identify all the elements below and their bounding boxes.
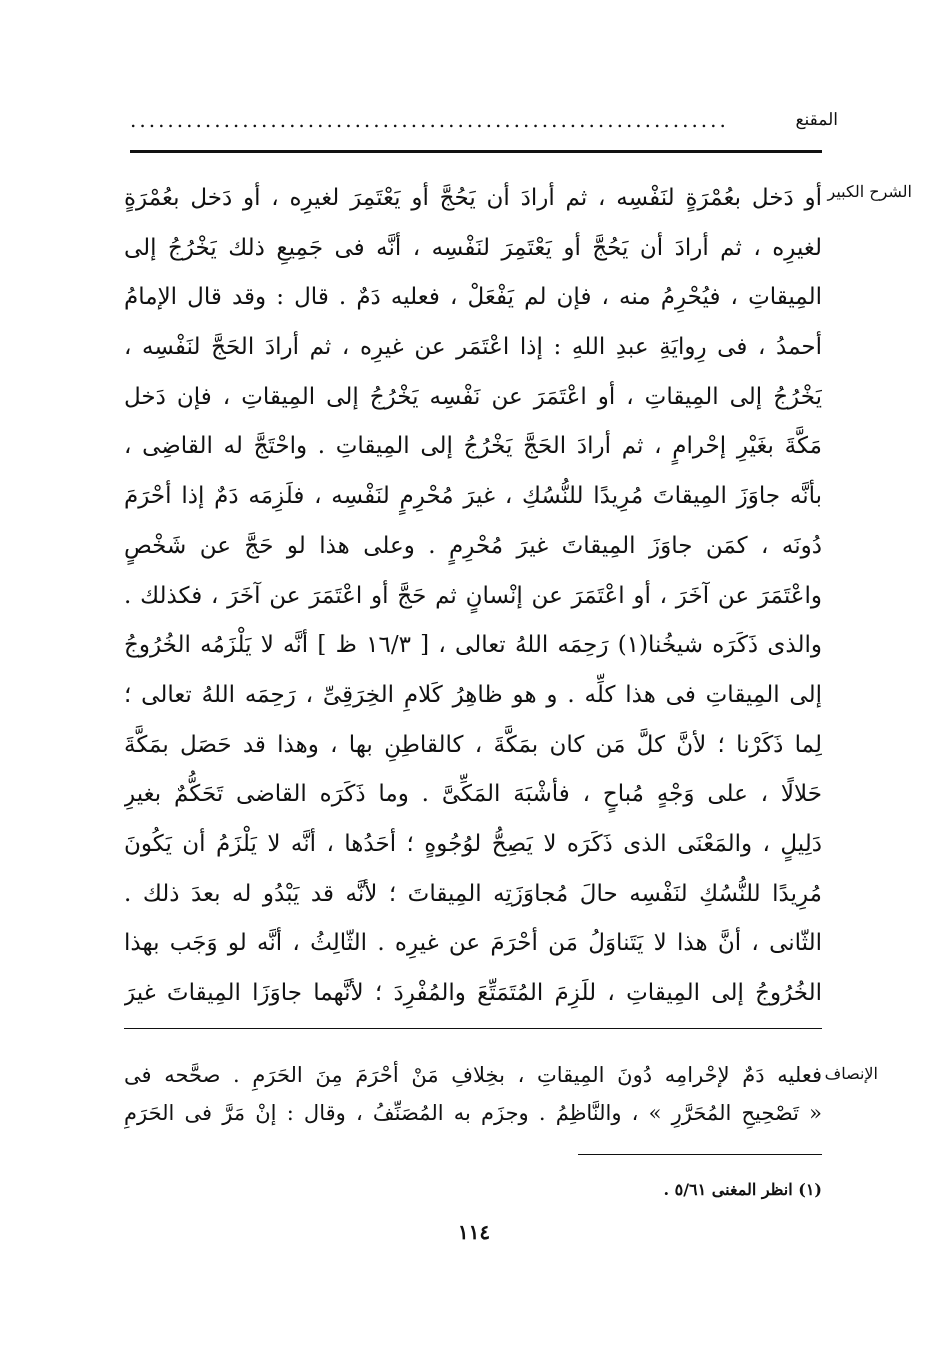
text-line: واعْتَمَرَ عن آخَرَ ، أو اعْتَمَرَ عن إنْسانٍ ثم حَجَّ أو اعْتَمَرَ عن آخَرَ ، فكذلك . xyxy=(124,582,822,609)
page-number: ١١٤ xyxy=(457,1220,491,1244)
text-line: دُونَه ، كمَن جاوَزَ المِيقاتَ غيرَ مُحْرِمٍ . وعلى هذا لو حَجَّ عن شَخْصٍ xyxy=(124,532,822,559)
header-dotted-leader: ................................................................ xyxy=(130,108,729,132)
text-line: مَكَّةَ بغَيْرِ إحْرامٍ ، ثم أرادَ الحَجَّ يَخْرُجُ إلى المِيقاتِ . واحْتَجَّ له القاضِى ، xyxy=(124,433,822,460)
text-line: الثّانى ، أنَّ هذا لا يَتَناوَلُ مَن أحْرَمَ عن غيرِه . الثّالِثُ ، أنَّه لو وَجَب بهذا xyxy=(124,930,822,957)
insaf-text xyxy=(124,1056,822,1132)
header-rule xyxy=(130,150,822,153)
text-line: إلى المِيقاتِ فى هذا كلِّه . و هو ظاهِرُ كَلامِ الخِرَقِىِّ ، رَحِمَه اللهُ تعالى ؛ xyxy=(124,681,822,708)
text-line: والذى ذَكَرَه شيخُنا(١) رَحِمَه اللهُ تعالى ، [ ١٦/٣ ظ ] أنَّه لا يَلْزَمُه الخُرُوجُ xyxy=(124,632,822,659)
footnote: (١) انظر المغنى ٥/٦١ . xyxy=(663,1180,822,1199)
text-line: لِما ذَكَرْنا ؛ لأنَّ كلَّ مَن كان بمَكَّةَ ، كالقاطِنِ بها ، وهذا قد حَصَل بمَكَّةَ xyxy=(124,731,822,758)
footnote-rule xyxy=(578,1154,822,1155)
text-line: دَلِيلٍ ، والمَعْنَى الذى ذَكَرَه لا يَصِحُّ لوُجُوهٍ ؛ أحَدُها ، أنَّه لا يَلْزَمُ أن يَكُونَ xyxy=(124,830,822,857)
section-label-sharh: الشرح الكبير xyxy=(827,182,912,201)
text-line: بأنَّه جاوَزَ المِيقاتَ مُرِيدًا للنُّسُكِ ، غيرَ مُحْرِمٍ لنَفْسِه ، فلَزِمَه دَمٌ إذا أحْرَمَ xyxy=(124,483,822,510)
running-header-title: المقنع xyxy=(795,110,838,130)
text-line: « تَصْحِيحِ المُحَرَّرِ » ، والنَّاظِمُ . وجزَم به المُصَنِّفُ ، وقال : إنْ مَرَّ فى الحَرَمِ xyxy=(124,1101,822,1125)
text-line: أحمدُ ، فى رِوايَةِ عبدِ اللهِ : إذا اعْتَمَر عن غيرِه ، ثم أرادَ الحَجَّ لنَفْسِه ، xyxy=(124,334,822,361)
text-line: فعليه دَمٌ لإحْرامِه دُونَ المِيقاتِ ، بخِلافِ مَنْ أحْرَمَ مِنَ الحَرَمِ . صحَّحه فى xyxy=(124,1063,822,1087)
main-commentary-text xyxy=(124,174,822,1019)
text-line: أو دَخل بعُمْرَةٍ لنَفْسِه ، ثم أرادَ أن يَحُجَّ أو يَعْتَمِرَ لغيرِه ، أو دَخل بعُمْرَةٍ xyxy=(124,185,822,211)
section-divider xyxy=(124,1028,822,1029)
text-line: يَخْرُجُ إلى المِيقاتِ ، أو اعْتَمَرَ عن نَفْسِه يَخْرُجُ إلى المِيقاتِ ، فإن دَخل xyxy=(124,383,822,410)
text-line: الخُرُوجُ إلى المِيقاتِ ، للَزِمَ المُتَمَتِّعَ والمُفْرِدَ ؛ لأنَّهما جاوَزَا المِيقاتَ غيرَ xyxy=(124,980,822,1006)
text-line: حَلالًا ، على وَجْهٍ مُباحٍ ، فأشْبَهَ المَكِّىَّ . وما ذَكَرَه القاضى تَحَكُّمٌ بغيرِ xyxy=(124,781,822,808)
text-line: لغيرِه ، ثم أرادَ أن يَحُجَّ أو يَعْتَمِرَ لنَفْسِه ، أنَّه فى جَمِيعِ ذلك يَخْرُجُ إلى xyxy=(124,234,822,261)
text-line: مُرِيدًا للنُّسُكِ لنَفْسِه حالَ مُجاوَزَتِه المِيقاتَ ؛ لأنَّه قد يَبْدُو له بعدَ ذلك . xyxy=(124,880,822,907)
section-label-insaf: الإنصاف xyxy=(824,1064,878,1083)
text-line: المِيقاتِ ، فيُحْرِمُ منه ، فإن لم يَفْعَلْ ، فعليه دَمٌ . قال : وقد قال الإمامُ xyxy=(124,284,822,311)
